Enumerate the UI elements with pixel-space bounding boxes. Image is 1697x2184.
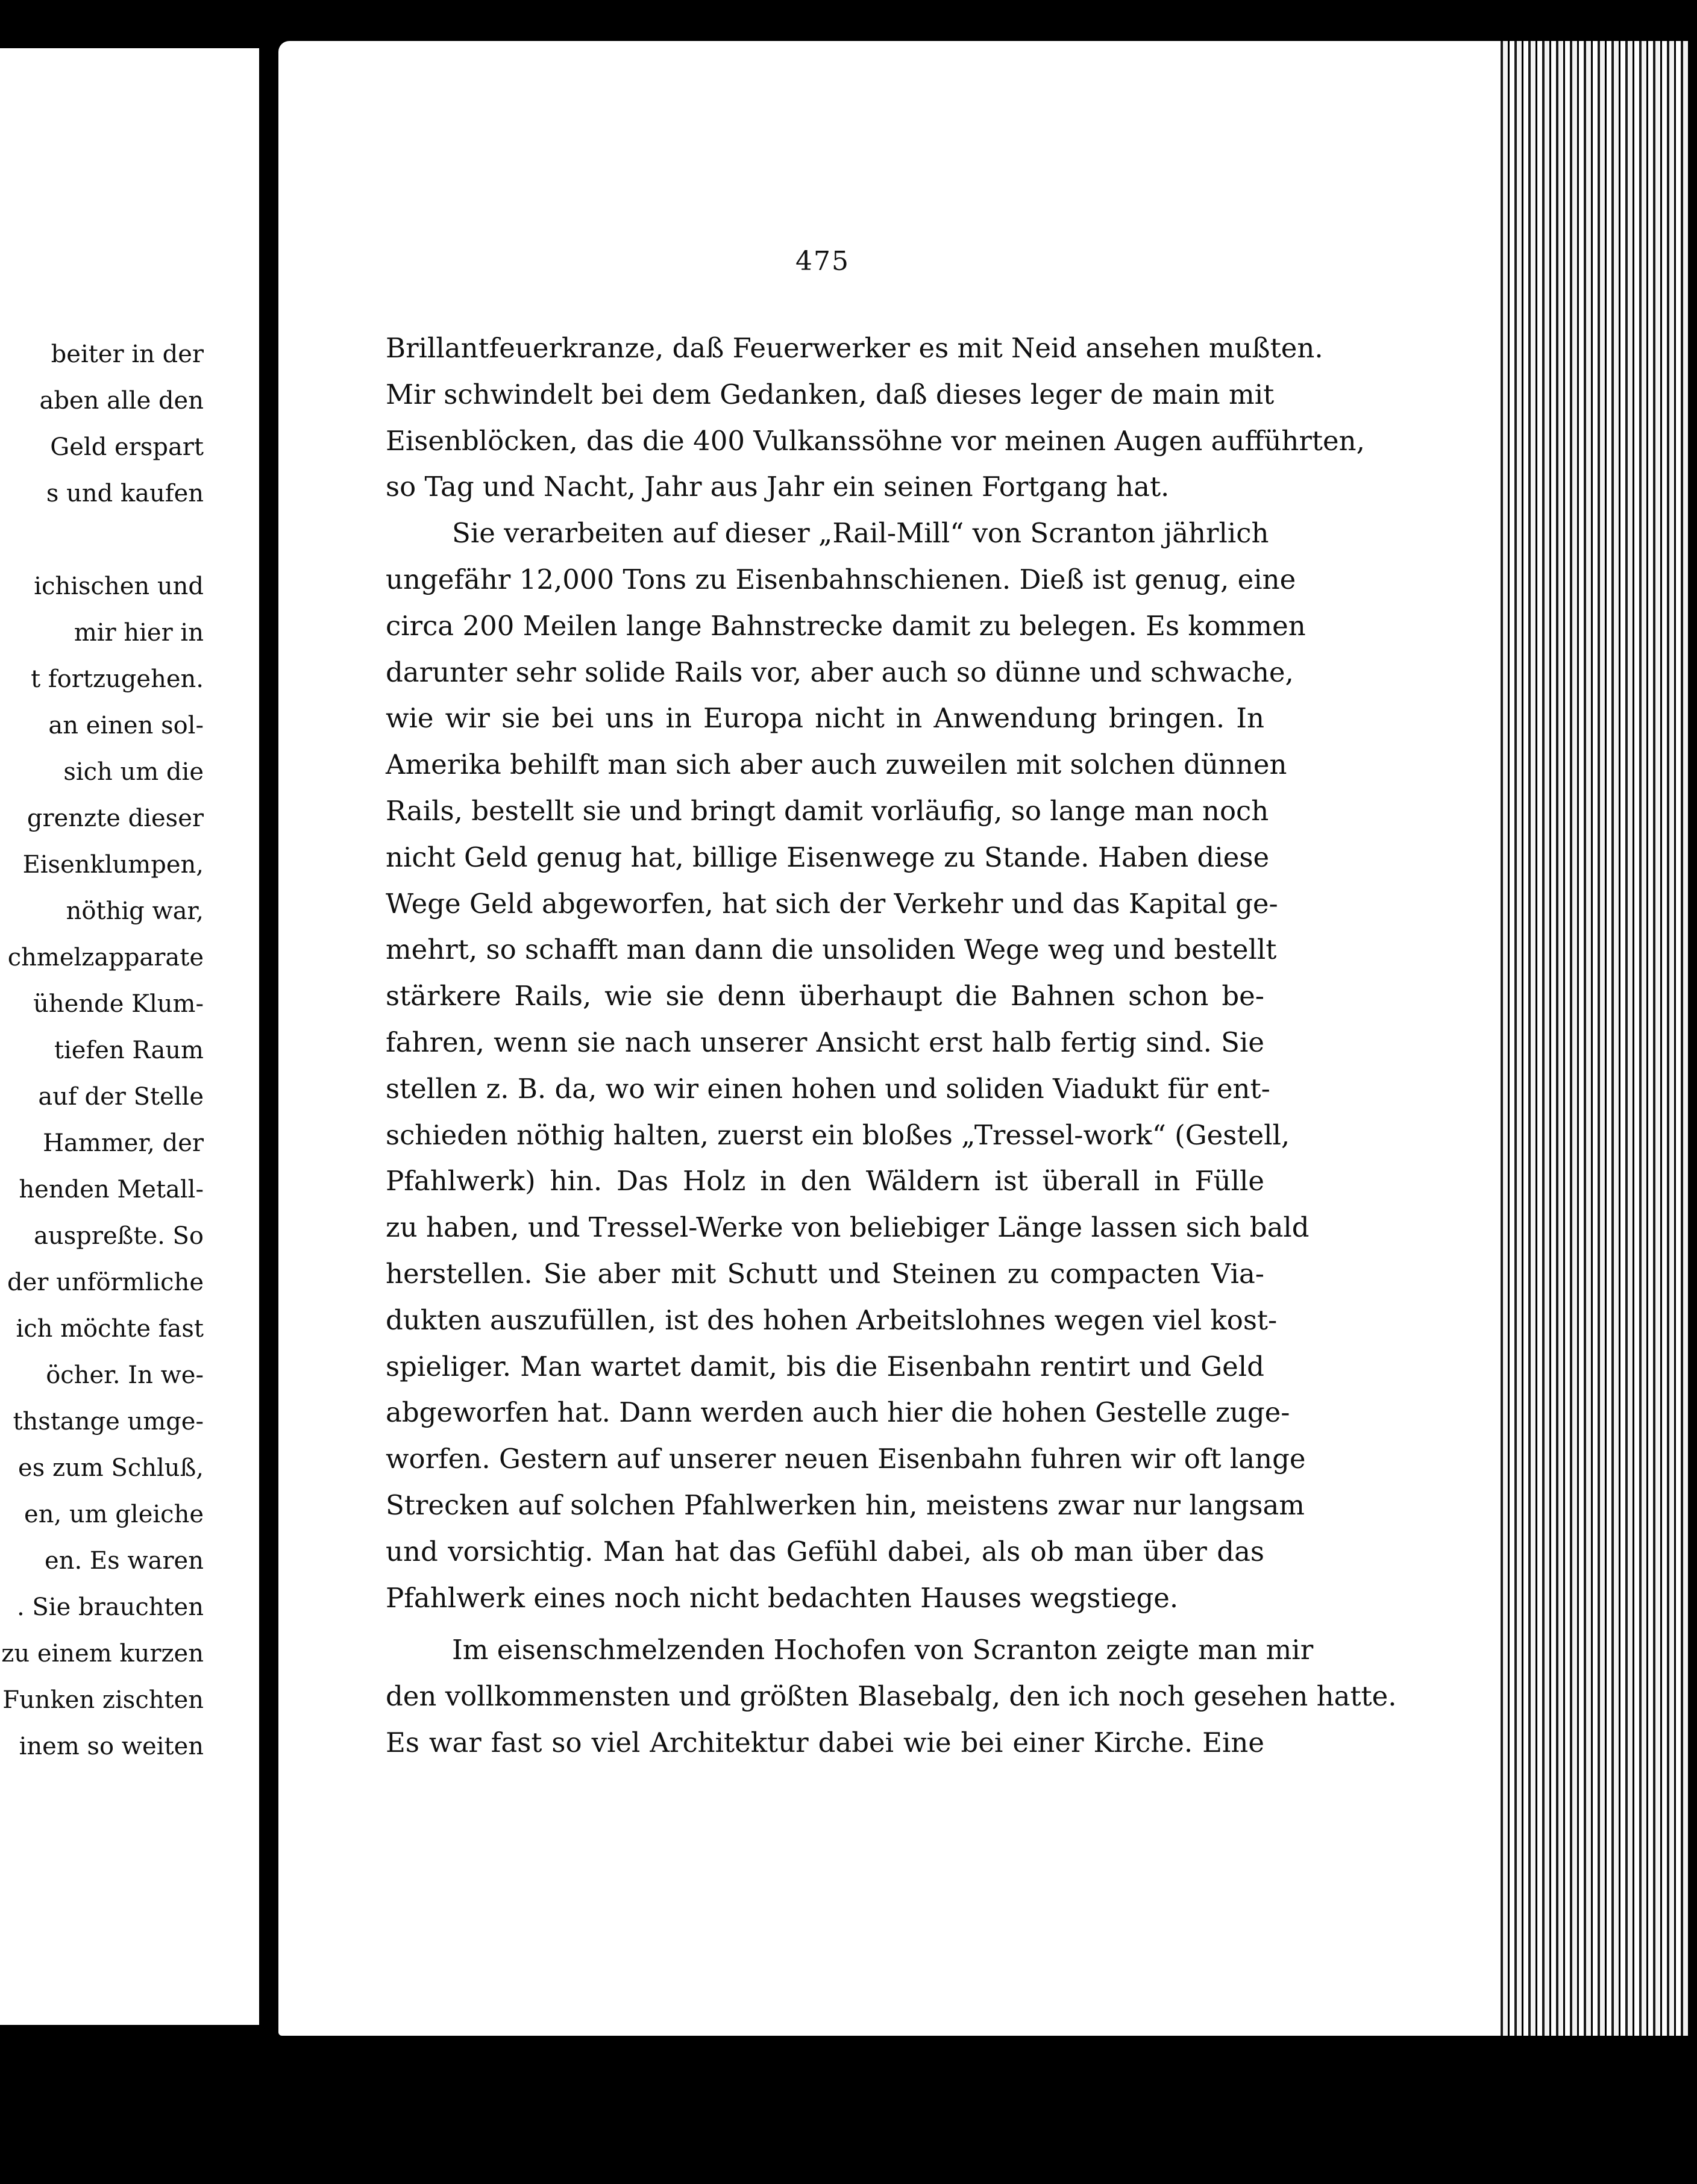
text-line: herstellen. Sie aber mit Schutt und Steinen zu compacten Via- (386, 1257, 1264, 1290)
paragraph-start: Sie verarbeiten auf dieser „Rail-Mill“ von Scranton jährlich (452, 517, 1269, 550)
text-line: Wege Geld abgeworfen, hat sich der Verkehr und das Kapital ge- (386, 887, 1278, 920)
text-line: en. Es waren (45, 1547, 204, 1575)
text-line: Brillantfeuerkranze, daß Feuerwerker es mit Neid ansehen mußten. (386, 332, 1323, 364)
text-line: fahren, wenn sie nach unserer Ansicht erst halb fertig sind. Sie (386, 1026, 1264, 1058)
right-page-text (386, 325, 1397, 1766)
paragraph-start: Im eisenschmelzenden Hochofen von Scranton zeigte man mir (452, 1634, 1314, 1666)
text-line: Es war fast so viel Architektur dabei wie bei einer Kirche. Eine (386, 1726, 1264, 1759)
text-line: der unförmliche (7, 1269, 204, 1296)
text-line: en, um gleiche (24, 1501, 204, 1528)
text-line: sich um die (63, 758, 204, 786)
text-line: nöthig war, (66, 897, 204, 925)
text-line: und vorsichtig. Man hat das Gefühl dabei, als ob man über das (386, 1535, 1264, 1567)
text-line: zu einem kurzen (1, 1640, 204, 1668)
text-line: aben alle den (39, 387, 204, 415)
text-line: zu haben, und Tressel-Werke von beliebiger Länge lassen sich bald (386, 1211, 1310, 1244)
page-number: 475 (795, 246, 850, 277)
text-line: stellen z. B. da, wo wir einen hohen und soliden Viadukt für ent- (386, 1072, 1270, 1105)
text-line: Pfahlwerk eines noch nicht bedachten Hauses wegstiege. (386, 1581, 1179, 1614)
text-line: auf der Stelle (38, 1083, 204, 1111)
text-line: Amerika behilft man sich aber auch zuweilen mit solchen dünnen (386, 748, 1287, 781)
text-line: ungefähr 12,000 Tons zu Eisenbahnschienen. Dieß ist genug, eine (386, 563, 1296, 595)
text-line (1, 517, 204, 563)
text-line: spieliger. Man wartet damit, bis die Eisenbahn rentirt und Geld (386, 1350, 1264, 1382)
text-line: mir hier in (74, 619, 204, 647)
text-line: Eisenblöcken, das die 400 Vulkanssöhne vor meinen Augen aufführten, (386, 424, 1365, 457)
text-line: ühende Klum- (33, 990, 204, 1018)
text-line: schieden nöthig halten, zuerst ein bloßes „Tressel-work“ (Gestell, (386, 1119, 1290, 1151)
text-line: so Tag und Nacht, Jahr aus Jahr ein seinen Fortgang hat. (386, 471, 1170, 503)
text-line: auspreßte. So (34, 1222, 204, 1250)
text-line: an einen sol- (48, 712, 204, 739)
text-line: henden Metall- (19, 1176, 204, 1203)
text-line: circa 200 Meilen lange Bahnstrecke damit zu belegen. Es kommen (386, 609, 1306, 642)
text-line: tiefen Raum (54, 1037, 204, 1064)
text-line: . Sie brauchten (16, 1593, 204, 1621)
text-line: öcher. In we- (46, 1361, 204, 1389)
text-line: Funken zischten (2, 1686, 204, 1714)
text-line: ichischen und (34, 573, 204, 600)
text-line: Eisenklumpen, (22, 851, 204, 879)
page-edges (1496, 41, 1689, 2036)
text-line: worfen. Gestern auf unserer neuen Eisenbahn fuhren wir oft lange (386, 1443, 1306, 1475)
text-line: Rails, bestellt sie und bringt damit vorläufig, so lange man noch (386, 794, 1269, 827)
text-line: Geld erspart (50, 433, 204, 461)
text-line: den vollkommensten und größten Blasebalg, den ich noch gesehen hatte. (386, 1680, 1397, 1713)
text-line: beiter in der (51, 340, 204, 368)
text-line: s und kaufen (46, 480, 204, 507)
text-line: dukten auszufüllen, ist des hohen Arbeitslohnes wegen viel kost- (386, 1304, 1278, 1336)
left-page-text (1, 331, 204, 1770)
text-line: abgeworfen hat. Dann werden auch hier die hohen Gestelle zuge- (386, 1396, 1290, 1429)
text-line: Mir schwindelt bei dem Gedanken, daß dieses leger de main mit (386, 378, 1275, 410)
text-line: Strecken auf solchen Pfahlwerken hin, meistens zwar nur langsam (386, 1489, 1305, 1521)
text-line: Pfahlwerk) hin. Das Holz in den Wäldern ist überall in Fülle (386, 1165, 1264, 1197)
text-line: wie wir sie bei uns in Europa nicht in Anwendung bringen. In (386, 702, 1264, 735)
text-line: chmelzapparate (7, 944, 204, 971)
text-line: thstange umge- (13, 1408, 204, 1436)
left-page (0, 48, 259, 2025)
text-line: grenzte dieser (27, 805, 204, 832)
text-line: inem so weiten (19, 1733, 204, 1760)
text-line: mehrt, so schafft man dann die unsoliden Wege weg und bestellt (386, 934, 1277, 966)
text-line: nicht Geld genug hat, billige Eisenwege zu Stande. Haben diese (386, 841, 1270, 873)
text-line: stärkere Rails, wie sie denn überhaupt die Bahnen schon be- (386, 980, 1264, 1012)
text-line: t fortzugehen. (31, 665, 204, 693)
text-line: darunter sehr solide Rails vor, aber auch so dünne und schwache, (386, 656, 1294, 688)
text-line: ich möchte fast (16, 1315, 204, 1343)
text-line: Hammer, der (43, 1129, 204, 1157)
text-line: es zum Schluß, (18, 1454, 204, 1482)
